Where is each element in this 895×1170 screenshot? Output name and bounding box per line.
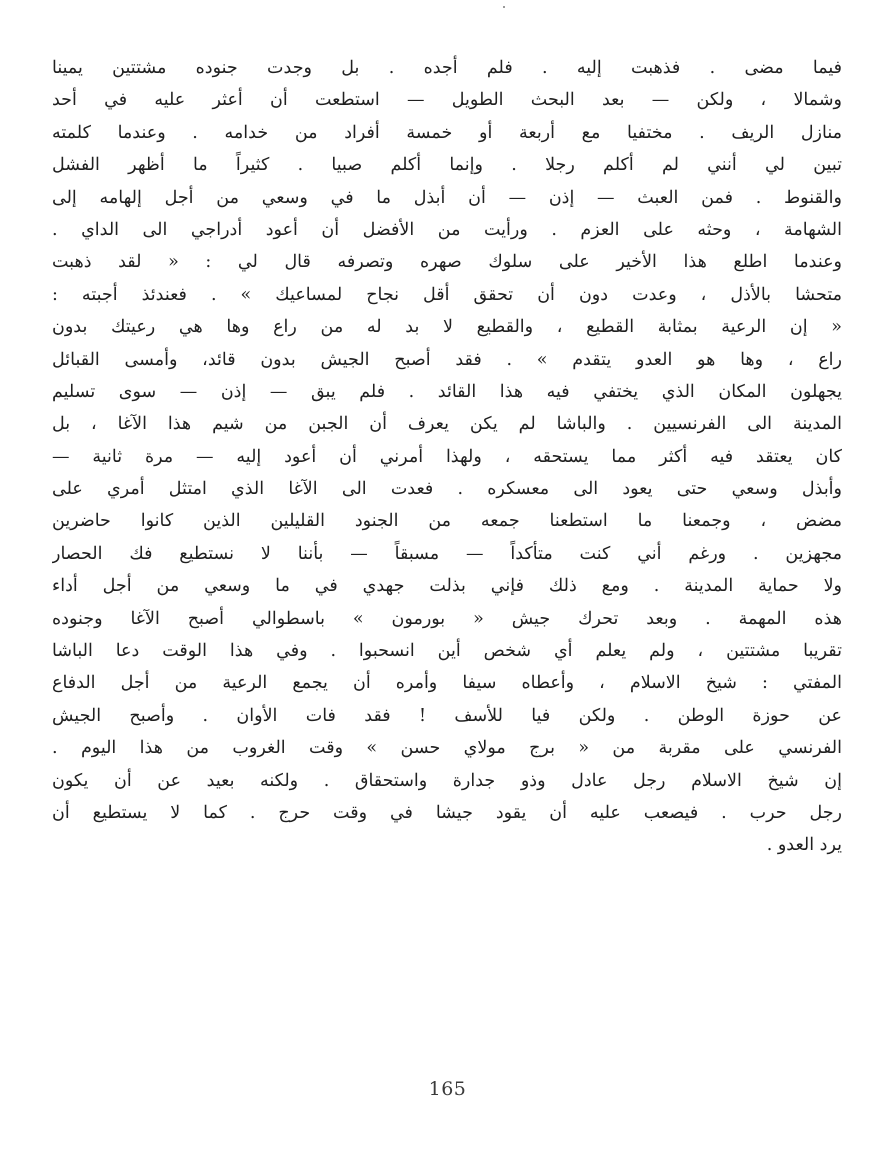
text-line: الفرنسي على مقربة من « برج مولاي حسن » وقت الغروب من هذا اليوم .: [52, 738, 842, 759]
text-line: مضض ، وجمعنا ما استطعنا جمعه من الجنود القليلين الذين كانوا حاضرين: [52, 511, 842, 532]
text-line: متحشا بالأذل ، وعدت دون أن تحقق أقل نجاح لمساعيك » . فعندئذ أجبته :: [52, 284, 842, 305]
text-line: رجل حرب . فيصعب عليه أن يقود جيشا في وقت حرج . كما لا يستطيع أن: [52, 802, 842, 823]
text-line: يجهلون المكان الذي يختفي فيه هذا القائد . فلم يبق — إذن — سوى تسليم: [52, 381, 842, 402]
body-text: [52, 52, 842, 862]
text-line: مجهزين . ورغم أني كنت متأكداً — مسبقاً — بأننا لا نستطيع فك الحصار: [52, 543, 842, 564]
text-line: « إن الرعية بمثابة القطيع ، والقطيع لا بد له من راع وها هي رعيتك بدون: [52, 317, 842, 338]
text-line: فيما مضى . فذهبت إليه . فلم أجده . بل وجدت جنوده مشتتين يمينا: [52, 58, 842, 78]
text-line: منازل الريف . مختفيا مع أربعة أو خمسة أفراد من خدامه . وعندما كلمته: [52, 122, 842, 143]
text-line: تقريبا مشتتين ، ولم يعلم أي شخص أين انسحبوا . وفي هذا الوقت دعا الباشا: [52, 641, 842, 662]
text-line: وشمالا ، ولكن — بعد البحث الطويل — استطعت أن أعثر عليه في أحد: [52, 90, 842, 111]
text-line: المدينة الى الفرنسيين . والباشا لم يكن يعرف أن الجبن من شيم هذا الآغا ، بل: [52, 414, 842, 435]
text-line: عن حوزة الوطن . ولكن فيا للأسف ! فقد فات الأوان . وأصبح الجيش: [52, 705, 842, 726]
text-line: هذه المهمة . وبعد تحرك جيش « بورمون » باسطوالي أصبح الآغا وجنوده: [52, 608, 842, 629]
text-line: ولا حماية المدينة . ومع ذلك فإني بذلت جهدي في ما وسعي من أجل أداء: [52, 576, 842, 597]
scan-speck: [503, 6, 505, 8]
text-line: وعندما اطلع هذا الأخير على سلوك صهره وتصرفه قال لي : « لقد ذهبت: [52, 252, 842, 273]
text-line: يرد العدو .: [766, 835, 842, 856]
text-line: تبين لي أنني لم أكلم رجلا . وإنما أكلم صبيا . كثيراً ما أظهر الفشل: [52, 155, 842, 176]
text-line: المفتي : شيخ الاسلام ، وأعطاه سيفا وأمره أن يجمع الرعية من أجل الدفاع: [52, 673, 842, 694]
text-line: وأبذل وسعي حتى يعود الى معسكره . فعدت الى الآغا الذي امتثل أمري على: [52, 479, 842, 500]
text-line: والقنوط . فمن العبث — إذن — أن أبذل ما في وسعي من أجل إلهامه إلى: [52, 187, 842, 208]
text-line: راع ، وها هو العدو يتقدم » . فقد أصبح الجيش بدون قائد، وأمسى القبائل: [52, 349, 842, 370]
text-line: الشهامة ، وحثه على العزم . ورأيت من الأفضل أن أعود أدراجي الى الداي .: [52, 219, 842, 240]
text-line: إن شيخ الاسلام رجل عادل وذو جدارة واستحقاق . ولكنه بعيد عن أن يكون: [52, 770, 842, 791]
page-number: 165: [428, 1078, 467, 1100]
text-line: كان يعتقد فيه أكثر مما يستحقه ، ولهذا أمرني أن أعود إليه — مرة ثانية —: [52, 446, 842, 467]
